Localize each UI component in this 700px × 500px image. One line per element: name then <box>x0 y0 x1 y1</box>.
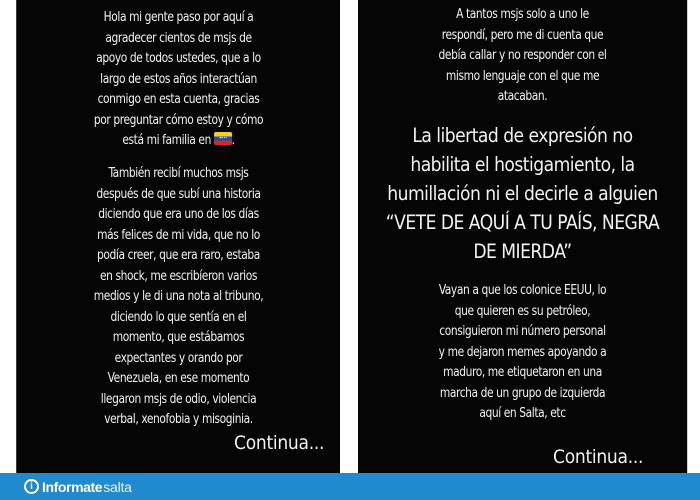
story-paragraph-reply <box>374 5 670 108</box>
text-fragment: está mi familia en <box>122 133 211 148</box>
text-line: verbal, xenofobia y misoginia. <box>104 412 253 427</box>
text-line: en shock, me escribíeron varios <box>99 268 258 284</box>
text-line: expectantes y orando por <box>114 350 243 366</box>
continue-label: Continua... <box>233 432 324 454</box>
story-paragraph-harassment <box>374 281 670 425</box>
text-line: maduro, me etiquetaron en una <box>443 365 602 380</box>
text-line: humillación ni el decirle a alguien <box>387 182 658 205</box>
text-line: Hola mi gente paso por aquí a <box>103 10 254 25</box>
text-line: después de que subí una historia <box>96 186 261 202</box>
text-line: habilita el hostigamiento, la <box>410 153 635 176</box>
continue-label: Continua... <box>552 446 643 468</box>
text-line: largo de estos años interactúan <box>100 71 257 87</box>
text-line: Venezuela, en ese momento <box>107 371 250 386</box>
text-line: respondí, pero me di cuenta que <box>441 27 604 43</box>
text-line: consiguieron mi número personal <box>439 324 606 339</box>
story-screenshot-right <box>358 0 688 473</box>
text-line: medios y le di una nota al tribuno, <box>93 289 264 304</box>
text-line: diciendo lo que sentía en el <box>110 309 247 325</box>
text-line-with-flag <box>39 131 319 152</box>
brand-name-light: salta <box>103 478 132 495</box>
text-line: por preguntar cómo estoy y cómo <box>93 112 264 128</box>
brand-name-bold: Informate <box>42 478 103 495</box>
text-line: aquí en Salta, etc <box>479 406 566 421</box>
text-line: mismo lenguaje con el que me <box>445 68 600 84</box>
text-line: llegaron msjs de odio, violencia <box>100 391 257 407</box>
text-line: conmigo en esta cuenta, gracias <box>97 92 260 107</box>
venezuela-flag-icon <box>214 132 232 145</box>
text-line: debía callar y no responder con el <box>438 48 607 63</box>
info-circle-icon: i <box>24 479 39 494</box>
text-line: apoyo de todos ustedes, que a lo <box>96 51 261 66</box>
story-screenshot-left <box>16 0 340 473</box>
text-line: podía creer, que era raro, estaba <box>97 248 260 263</box>
story-highlight-quote <box>378 121 668 266</box>
text-fragment: . <box>231 133 235 148</box>
text-line: La libertad de expresión no <box>412 124 633 147</box>
text-line: A tantos msjs solo a uno le <box>456 7 589 22</box>
text-line: diciendo que era uno de los días <box>98 207 259 222</box>
text-line: que quieren es su petróleo, <box>454 303 591 319</box>
story-paragraph-messages <box>33 164 324 431</box>
brand-footer-bar <box>0 473 700 500</box>
text-line: “VETE DE AQUÍ A TU PAÍS, NEGRA <box>385 211 660 234</box>
text-line: También recibí muchos msjs <box>108 166 249 181</box>
text-line: Vayan a que los colonice EEUU, lo <box>438 283 607 298</box>
text-line: agradecer cientos de msjs de <box>105 30 252 46</box>
text-line: más felices de mi vida, que no lo <box>97 227 260 243</box>
text-line: momento, que estábamos <box>112 330 245 345</box>
story-paragraph-greeting <box>33 8 324 152</box>
text-line: marcha de un grupo de izquierda <box>439 385 606 401</box>
text-line: y me dejaron memes apoyando a <box>438 344 607 360</box>
text-line: atacaban. <box>497 89 548 104</box>
text-line: DE MIERDA” <box>473 240 572 263</box>
